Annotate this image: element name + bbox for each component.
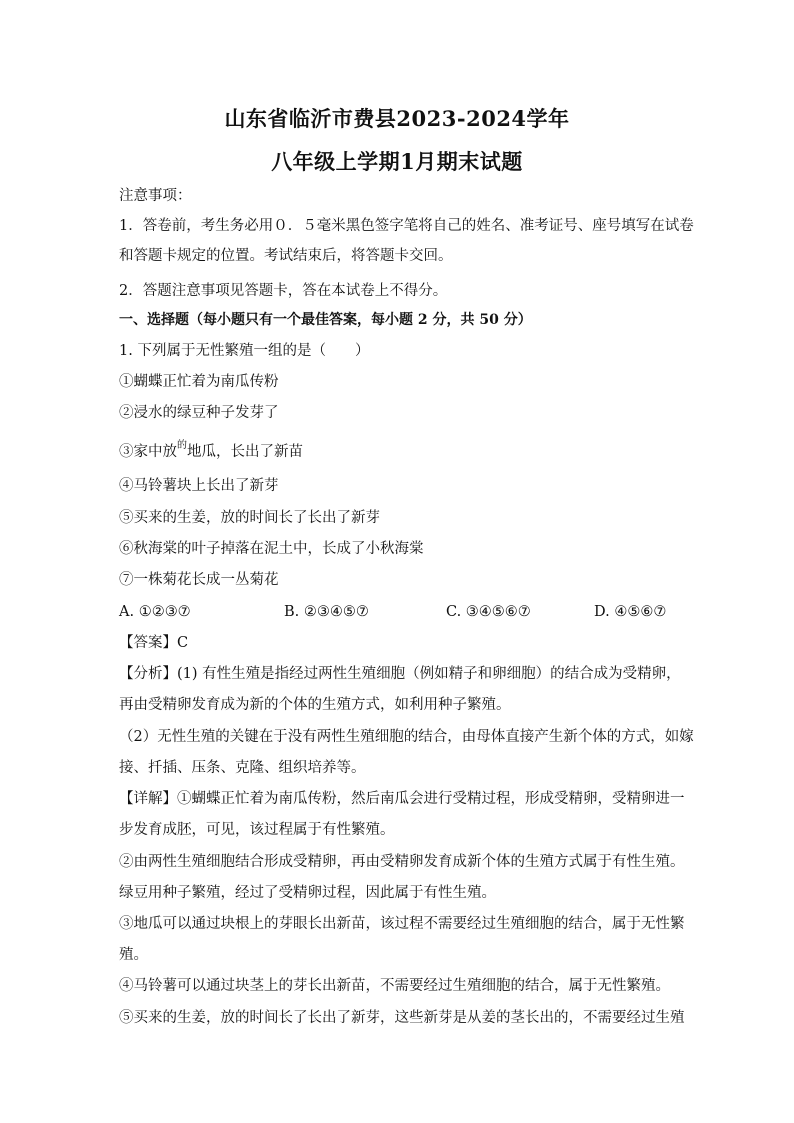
analysis-line-2: 再由受精卵发育成为新的个体的生殖方式，如利用种子繁殖。 [119,697,511,713]
detail-line-2: 步发育成胚，可见，该过程属于有性繁殖。 [119,822,395,838]
section-heading: 一、选择题（每小题只有一个最佳答案，每小题 2 分，共 50 分） [119,312,532,328]
page-title-line2: 八年级上学期1月期末试题 [271,149,523,174]
detail-line-7: ④马铃薯可以通过块茎上的芽长出新苗，不需要经过生殖细胞的结合，属于无性繁殖。 [119,978,670,994]
analysis-line-4: 接、扦插、压条、克隆、组织培养等。 [119,760,366,776]
question-item-6: ⑥秋海棠的叶子掉落在泥土中，长成了小秋海棠 [119,541,424,557]
detail-line-4: 绿豆用种子繁殖，经过了受精卵过程，因此属于有性生殖。 [119,885,496,901]
question-item-3-ruby: 的 [177,440,187,451]
analysis-line-1: 【分析】(1) 有性生殖是指经过两性生殖细胞（例如精子和卵细胞）的结合成为受精卵， [119,666,681,682]
notes-heading: 注意事项： [119,188,192,204]
question-item-5: ⑤买来的生姜，放的时间长了长出了新芽 [119,510,380,526]
note-item-1b: 和答题卡规定的位置。考试结束后，将答题卡交回。 [119,248,453,264]
question-item-3 [119,442,303,464]
option-a: A. ①②③⑦ [119,604,191,620]
detail-line-1: 【详解】①蝴蝶正忙着为南瓜传粉，然后南瓜会进行受精过程，形成受精卵，受精卵进一 [119,791,685,807]
question-item-3-part-b: 地瓜，长出了新苗 [187,444,303,460]
note-item-2: 2．答题注意事项见答题卡，答在本试卷上不得分。 [119,283,448,299]
option-c: C. ③④⑤⑥⑦ [446,604,531,620]
note-item-1a: 1．答卷前，考生务必用０．５毫米黑色签字笔将自己的姓名、准考证号、座号填写在试卷 [119,218,694,234]
answer-line: 【答案】C [119,635,189,651]
detail-line-5: ③地瓜可以通过块根上的芽眼长出新苗，该过程不需要经过生殖细胞的结合，属于无性繁 [119,916,685,932]
question-item-7: ⑦一株菊花长成一丛菊花 [119,572,279,588]
option-d: D. ④⑤⑥⑦ [594,604,667,620]
question-item-1: ①蝴蝶正忙着为南瓜传粉 [119,374,279,390]
question-item-4: ④马铃薯块上长出了新芽 [119,478,279,494]
page-title-line1: 山东省临沂市费县2023-2024学年 [224,106,570,131]
detail-line-6: 殖。 [119,947,148,963]
detail-line-3: ②由两性生殖细胞结合形成受精卵，再由受精卵发育成新个体的生殖方式属于有性生殖。 [119,854,685,870]
analysis-line-3: （2）无性生殖的关键在于没有两性生殖细胞的结合，由母体直接产生新个体的方式，如嫁 [119,729,694,745]
question-item-3-part-a: ③家中放 [119,444,177,460]
option-b: B. ②③④⑤⑦ [284,604,369,620]
question-stem: 1. 下列属于无性繁殖一组的是（ ） [119,343,370,359]
detail-line-8: ⑤买来的生姜，放的时间长了长出了新芽，这些新芽是从姜的茎长出的，不需要经过生殖 [119,1010,685,1026]
question-item-2: ②浸水的绿豆种子发芽了 [119,405,279,421]
